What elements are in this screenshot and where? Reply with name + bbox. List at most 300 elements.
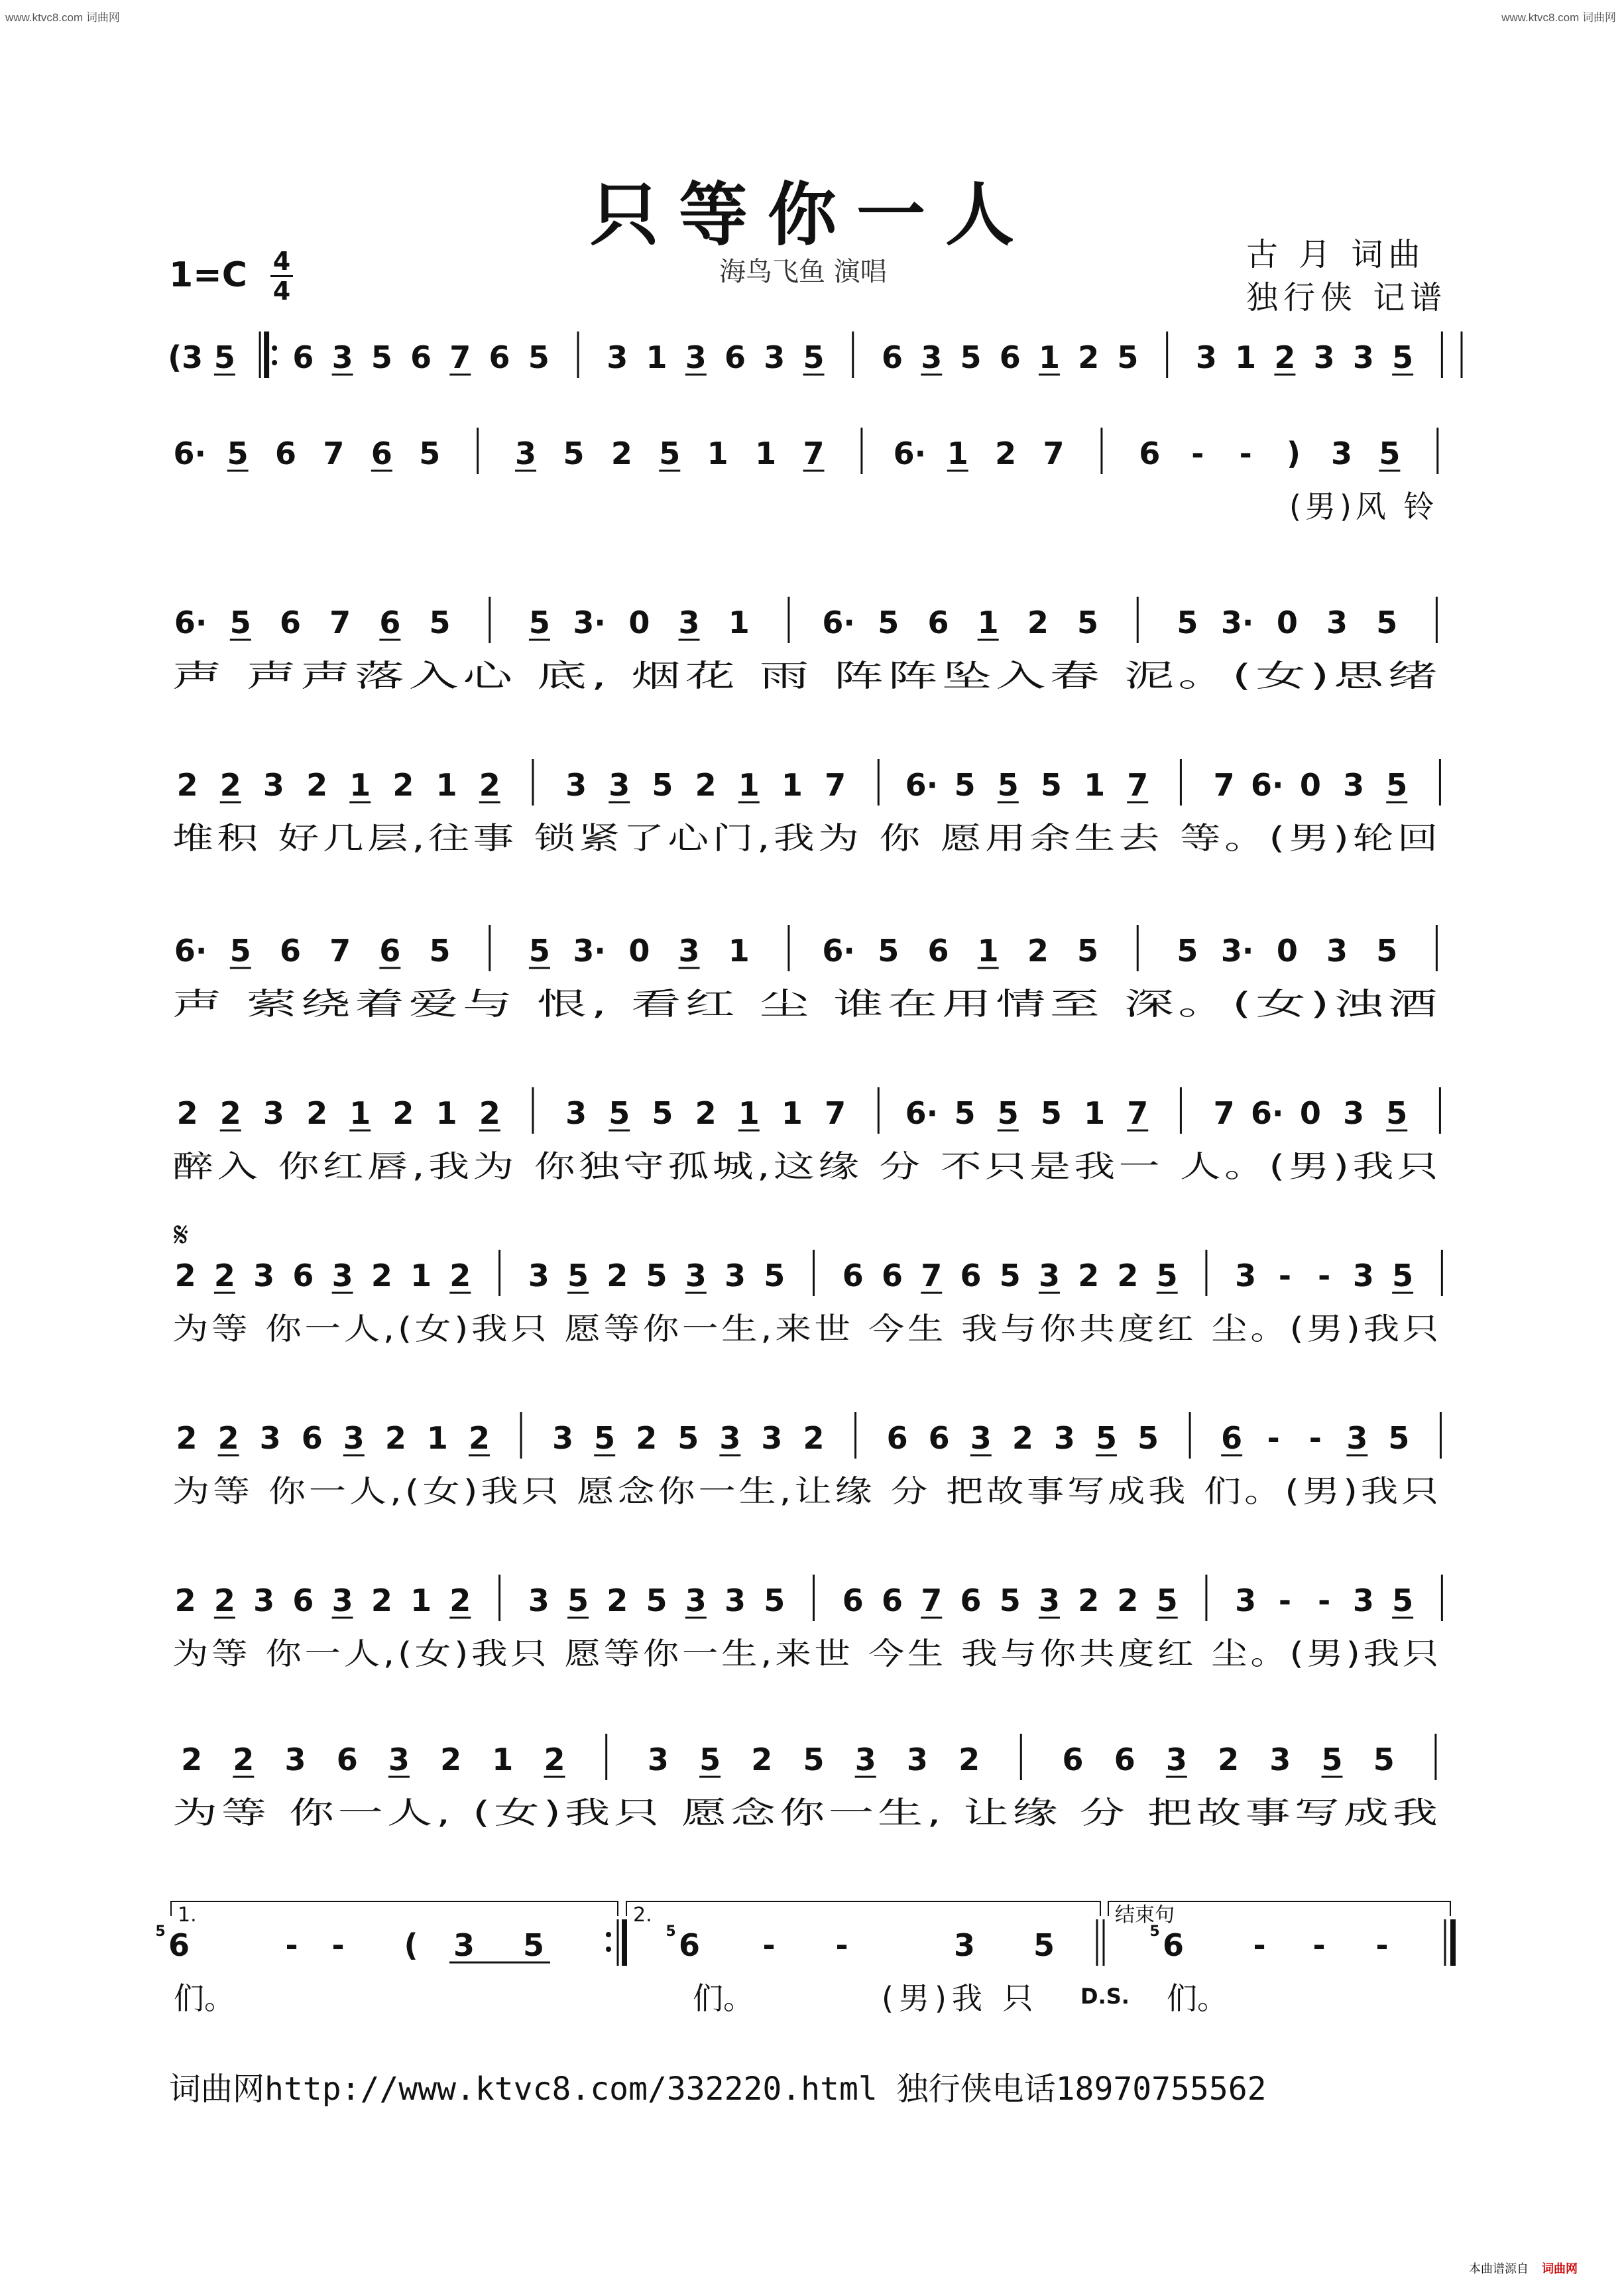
note: 3	[1352, 1258, 1374, 1293]
note: 5	[567, 1583, 589, 1618]
note: 5	[1095, 1420, 1117, 1456]
note: 5	[1177, 933, 1198, 969]
transcriber-credit: 独行侠 记谱	[1246, 279, 1448, 316]
note: )	[1287, 436, 1301, 471]
note: 6	[886, 1420, 908, 1456]
note: 1	[781, 767, 803, 803]
note: 3	[1343, 767, 1365, 803]
note: 5	[1392, 1258, 1414, 1293]
note: 2	[636, 1420, 658, 1456]
note: 6	[1221, 1420, 1243, 1456]
note: 6·	[1251, 1095, 1284, 1131]
note: 5	[429, 933, 451, 969]
note: 3	[253, 1583, 275, 1618]
note: 7	[1213, 1095, 1235, 1131]
note: 3	[725, 1583, 746, 1618]
note: 6	[842, 1258, 864, 1293]
note: 2	[479, 1095, 500, 1131]
note: 5	[371, 339, 392, 375]
ending-note: -	[331, 1927, 345, 1963]
time-signature-bottom: 4	[272, 276, 291, 306]
note: 1	[707, 436, 728, 471]
note: 3	[1352, 1583, 1374, 1618]
note: 3	[764, 339, 785, 375]
note: 1	[738, 767, 760, 803]
ending-note: -	[285, 1927, 298, 1963]
score-row	[172, 759, 1442, 856]
note: 5	[999, 1258, 1021, 1293]
note: 0	[1276, 605, 1298, 640]
note: 6	[999, 339, 1021, 375]
note: 3	[685, 339, 707, 375]
grace-note: 5	[666, 1923, 676, 1940]
note: 5	[652, 1095, 673, 1131]
note: -	[1278, 1583, 1291, 1618]
note: 3	[528, 1583, 550, 1618]
note: 2	[174, 1258, 196, 1293]
note: 7	[1127, 1095, 1149, 1131]
ds-marking: D.S.	[1080, 1984, 1130, 2009]
note: 2	[958, 1742, 980, 1777]
note: 3	[262, 767, 284, 803]
note: 2	[1078, 1258, 1100, 1293]
ending-lyric: (男)我 只	[882, 1980, 1039, 2016]
lyrics-line: 堆积 好几层,往事 锁紧了心门,我为 你 愿用余生去 等。(男)轮回	[172, 820, 1442, 856]
note: 1	[435, 1095, 457, 1131]
note: 5	[1386, 1095, 1408, 1131]
time-signature-top: 4	[272, 247, 291, 276]
note: 5	[1321, 1742, 1343, 1777]
note: 3·	[1220, 933, 1254, 969]
note: 7	[921, 1258, 943, 1293]
note: 5	[1376, 605, 1398, 640]
note: 5	[764, 1583, 785, 1618]
coda-bracket-label: 结束句	[1115, 1903, 1175, 1927]
note: 2	[219, 1095, 241, 1131]
ending-lyric: 们。	[1167, 1980, 1228, 2016]
note: 3	[854, 1742, 876, 1777]
note: 6	[410, 339, 432, 375]
note: 3	[719, 1420, 741, 1456]
note: 5	[646, 1258, 667, 1293]
note: 7	[825, 767, 846, 803]
note: 6	[489, 339, 510, 375]
note: 2	[371, 1583, 392, 1618]
note: 2	[1117, 1258, 1139, 1293]
left-site-url: www.ktvc8.com	[5, 11, 84, 24]
note: 1	[781, 1095, 803, 1131]
note: 3	[1038, 1258, 1060, 1293]
note: 6	[292, 339, 314, 375]
note: 5	[954, 767, 976, 803]
second-ending-bracket-label: 2.	[633, 1903, 652, 1927]
ending-note: -	[1375, 1927, 1389, 1963]
note: -	[1278, 1258, 1291, 1293]
note: 1	[755, 436, 777, 471]
ending-note: -	[1253, 1927, 1266, 1963]
note: 2	[610, 436, 632, 471]
note: 3	[1346, 1420, 1368, 1456]
note: 3	[906, 1742, 928, 1777]
note: 3	[921, 339, 943, 375]
note: 6·	[905, 767, 939, 803]
note: 6	[1114, 1742, 1135, 1777]
note: 2	[544, 1742, 565, 1777]
note: 6·	[174, 933, 207, 969]
note: 1	[947, 436, 968, 471]
note: -	[1318, 1583, 1331, 1618]
note: 5	[677, 1420, 699, 1456]
note: 6	[275, 436, 297, 471]
score-row	[172, 1734, 1442, 1831]
note: 1	[1038, 339, 1060, 375]
note: 3	[1330, 436, 1352, 471]
note: 5	[563, 436, 585, 471]
note: 2	[1078, 1583, 1100, 1618]
lyrics-line: 为等 你一人,(女)我只 愿等你一生,来世 今生 我与你共度红 尘。(男)我只	[172, 1311, 1442, 1347]
note: 5	[1077, 933, 1099, 969]
score-row	[172, 1575, 1442, 1671]
note: 6·	[174, 605, 207, 640]
note: 3	[1326, 605, 1348, 640]
note: 5	[954, 1095, 976, 1131]
note: 2	[1027, 933, 1049, 969]
lyrics-line: 醉入 你红唇,我为 你独守孤城,这缘 分 不只是我一 人。(男)我只	[172, 1148, 1442, 1184]
note: 6·	[822, 933, 855, 969]
note: 3	[331, 1258, 353, 1293]
note: 6	[928, 1420, 950, 1456]
note: 1	[1084, 767, 1106, 803]
note: 5	[1388, 1420, 1410, 1456]
note: 5	[997, 767, 1019, 803]
note: -	[1267, 1420, 1280, 1456]
bottom-right-source	[1469, 2259, 1578, 2277]
ending-lyric: 们。	[174, 1980, 235, 2016]
ending-note: 5	[522, 1927, 545, 1963]
note: 7	[449, 339, 471, 375]
ending-lyric: 们。	[693, 1980, 754, 2016]
lyrics-line: (男)风 铃	[1289, 489, 1438, 524]
note: 6	[881, 1258, 903, 1293]
note: 6·	[173, 436, 206, 471]
note: 7	[329, 605, 351, 640]
note: 1	[977, 605, 999, 640]
right-site-url: www.ktvc8.com	[1501, 11, 1580, 24]
ending-note: 3	[453, 1927, 475, 1963]
repeat-dot	[606, 1932, 611, 1937]
note: 5	[528, 605, 550, 640]
left-site-brand: 词曲网	[86, 11, 120, 24]
note: 3	[761, 1420, 783, 1456]
note: 0	[1299, 1095, 1321, 1131]
note: 6	[960, 1258, 982, 1293]
note: 3	[725, 1258, 746, 1293]
note: 7	[1127, 767, 1149, 803]
note: 3·	[1220, 605, 1254, 640]
note: 5	[1373, 1742, 1395, 1777]
note: 5	[1376, 933, 1398, 969]
note: 6	[881, 1583, 903, 1618]
note: 3	[1313, 339, 1335, 375]
note: 3	[1235, 1258, 1257, 1293]
note: 2	[449, 1258, 471, 1293]
lyrics-line: 为等 你一人,(女)我只 愿念你一生,让缘 分 把故事写成我 们。(男)我只	[172, 1473, 1442, 1509]
note: 0	[628, 933, 650, 969]
note: 3	[565, 1095, 587, 1131]
note: 5	[764, 1258, 785, 1293]
note: 5	[1117, 339, 1139, 375]
note: 5	[1156, 1258, 1178, 1293]
note: 1	[738, 1095, 760, 1131]
note: 3	[262, 1095, 284, 1131]
source-label: 本曲谱源自	[1469, 2262, 1529, 2275]
note: 2	[1012, 1420, 1033, 1456]
note: 2	[449, 1583, 471, 1618]
note: 2	[384, 1420, 406, 1456]
ending-note: -	[835, 1927, 848, 1963]
score-row	[172, 1250, 1442, 1347]
note: 2	[607, 1258, 628, 1293]
note: 2	[213, 1583, 235, 1618]
note: 6	[292, 1583, 314, 1618]
note: 2	[1274, 339, 1296, 375]
note: 2	[1117, 1583, 1139, 1618]
note: (3	[168, 339, 203, 375]
note: 3	[1269, 1742, 1291, 1777]
note: 2	[306, 1095, 328, 1131]
note: 1	[349, 767, 371, 803]
note: 1	[426, 1420, 448, 1456]
note: 2	[479, 767, 500, 803]
note: 3·	[573, 933, 606, 969]
note: 6	[279, 933, 301, 969]
note: 5	[1177, 605, 1198, 640]
note: 2	[181, 1742, 203, 1777]
note: 2	[219, 767, 241, 803]
note: 3	[1326, 933, 1348, 969]
note: 5	[1077, 605, 1099, 640]
note: 3	[284, 1742, 306, 1777]
note: 3	[565, 767, 587, 803]
note: 0	[628, 605, 650, 640]
note: 3	[1235, 1583, 1257, 1618]
note: 2	[1027, 605, 1049, 640]
note: 5	[1040, 767, 1062, 803]
score-row	[173, 428, 1438, 524]
note: 6·	[822, 605, 855, 640]
note: -	[1318, 1258, 1331, 1293]
note: 5	[1386, 767, 1408, 803]
note: 1	[492, 1742, 514, 1777]
note: 3	[678, 933, 700, 969]
note: 6	[1139, 436, 1161, 471]
note: 5	[803, 339, 825, 375]
note: 5	[997, 1095, 1019, 1131]
repeat-dot	[272, 345, 277, 351]
note: 3	[1352, 339, 1374, 375]
note: 5	[567, 1258, 589, 1293]
note: 3	[331, 1583, 353, 1618]
note: 2	[233, 1742, 255, 1777]
note: 2	[392, 767, 414, 803]
note: 6	[881, 339, 903, 375]
note: 6·	[893, 436, 927, 471]
note: 6	[725, 339, 746, 375]
note: 2	[1078, 339, 1100, 375]
note: 5	[227, 436, 249, 471]
note: 5	[659, 436, 681, 471]
note: 6	[842, 1583, 864, 1618]
note: 2	[440, 1742, 462, 1777]
note: 1	[410, 1583, 432, 1618]
note: 2	[213, 1258, 235, 1293]
note: 3	[1038, 1583, 1060, 1618]
note: 5	[528, 339, 550, 375]
note: 1	[349, 1095, 371, 1131]
note: 3	[1053, 1420, 1075, 1456]
note: 2	[306, 767, 328, 803]
note: 3	[331, 339, 353, 375]
lyrics-line: 声 声声落入心 底, 烟花 雨 阵阵坠入春 泥。(女)思绪	[172, 658, 1442, 693]
note: 6	[301, 1420, 323, 1456]
note: 3	[528, 1258, 550, 1293]
note: 5	[1156, 1583, 1178, 1618]
note: 1	[410, 1258, 432, 1293]
note: 5	[652, 767, 673, 803]
note: 3	[1165, 1742, 1187, 1777]
ending-note: -	[1312, 1927, 1326, 1963]
ending-note: (	[404, 1927, 418, 1963]
note: 7	[1043, 436, 1065, 471]
note: 7	[803, 436, 825, 471]
second-ending-bracket	[626, 1901, 1100, 1916]
note: 3	[607, 339, 628, 375]
singer-credit: 海鸟飞鱼 演唱	[719, 257, 887, 287]
note: 7	[1213, 767, 1235, 803]
note: 3	[1195, 339, 1217, 375]
note: 6·	[1251, 767, 1284, 803]
note: 5	[1379, 436, 1401, 471]
note: 3	[552, 1420, 574, 1456]
note: -	[1191, 436, 1204, 471]
note: 5	[1040, 1095, 1062, 1131]
note: 5	[878, 605, 899, 640]
grace-note: 5	[155, 1923, 166, 1940]
score-row	[168, 331, 1462, 378]
note: -	[1239, 436, 1252, 471]
note: 1	[435, 767, 457, 803]
score-row	[172, 597, 1442, 693]
note: 3	[678, 605, 700, 640]
note: 2	[176, 1420, 198, 1456]
note: 7	[323, 436, 345, 471]
note: 6·	[905, 1095, 939, 1131]
note: 5	[429, 605, 451, 640]
note: 5	[1392, 339, 1414, 375]
note: 5	[999, 1583, 1021, 1618]
note: 2	[217, 1420, 239, 1456]
note: 3	[609, 767, 630, 803]
note: 2	[176, 1095, 198, 1131]
score-row	[172, 1087, 1442, 1184]
lyrics-line: 为等 你一人,(女)我只 愿等你一生,来世 今生 我与你共度红 尘。(男)我只	[172, 1636, 1442, 1671]
song-title: 只等你一人	[589, 174, 1034, 255]
note: 1	[977, 933, 999, 969]
first-ending-bracket	[171, 1901, 618, 1916]
note: 2	[695, 767, 717, 803]
note: 6	[1062, 1742, 1084, 1777]
note: 5	[419, 436, 441, 471]
note: 5	[646, 1583, 667, 1618]
note: 6	[371, 436, 392, 471]
note: 1	[728, 933, 750, 969]
note: 0	[1276, 933, 1298, 969]
note: 3	[970, 1420, 992, 1456]
first-ending-bracket-label: 1.	[178, 1903, 197, 1927]
note: 2	[371, 1258, 392, 1293]
footer-source: 词曲网http://www.ktvc8.com/332220.html 独行侠电话18970755562	[169, 2071, 1267, 2108]
score-row	[172, 1412, 1442, 1509]
note: 2	[607, 1583, 628, 1618]
note: 5	[594, 1420, 616, 1456]
note: 3·	[573, 605, 606, 640]
note: 2	[995, 436, 1017, 471]
note: 6	[927, 605, 949, 640]
ending-note: -	[762, 1927, 776, 1963]
ending-note: 6	[1162, 1927, 1185, 1963]
note: 3	[515, 436, 537, 471]
note: 5	[1392, 1583, 1414, 1618]
lyricist-composer-credit: 古 月 词曲	[1246, 236, 1426, 273]
repeat-dot	[606, 1947, 611, 1952]
note: 3	[685, 1258, 707, 1293]
ending-note: 3	[953, 1927, 976, 1963]
note: 5	[878, 933, 899, 969]
note: 1	[1084, 1095, 1106, 1131]
note: 3	[259, 1420, 281, 1456]
note: 2	[1218, 1742, 1240, 1777]
note: 2	[392, 1095, 414, 1131]
note: 3	[685, 1583, 707, 1618]
lyrics-line: 为等 你一人, (女)我只 愿念你一生, 让缘 分 把故事写成我	[172, 1795, 1442, 1831]
note: 1	[646, 339, 667, 375]
key-signature: 1=C	[169, 255, 247, 295]
note: 3	[1343, 1095, 1365, 1131]
note: 5	[229, 933, 251, 969]
note: 5	[528, 933, 550, 969]
note: 2	[803, 1420, 825, 1456]
note: 6	[336, 1742, 358, 1777]
ending-note: 6	[168, 1927, 190, 1963]
note: 2	[751, 1742, 773, 1777]
note: 3	[388, 1742, 410, 1777]
note: 5	[609, 1095, 630, 1131]
note: 5	[229, 605, 251, 640]
note: 5	[960, 339, 982, 375]
ending-note: 6	[678, 1927, 701, 1963]
source-brand: 词曲网	[1542, 2262, 1578, 2275]
segno-sign: 𝄋	[174, 1215, 189, 1255]
note: 6	[960, 1583, 982, 1618]
note: 7	[329, 933, 351, 969]
grace-note: 5	[1149, 1923, 1160, 1940]
note: 7	[921, 1583, 943, 1618]
note: 6	[927, 933, 949, 969]
note: 1	[728, 605, 750, 640]
note: 0	[1299, 767, 1321, 803]
note: -	[1308, 1420, 1322, 1456]
lyrics-line: 声 萦绕着爱与 恨, 看红 尘 谁在用情至 深。(女)浊酒	[172, 986, 1442, 1022]
